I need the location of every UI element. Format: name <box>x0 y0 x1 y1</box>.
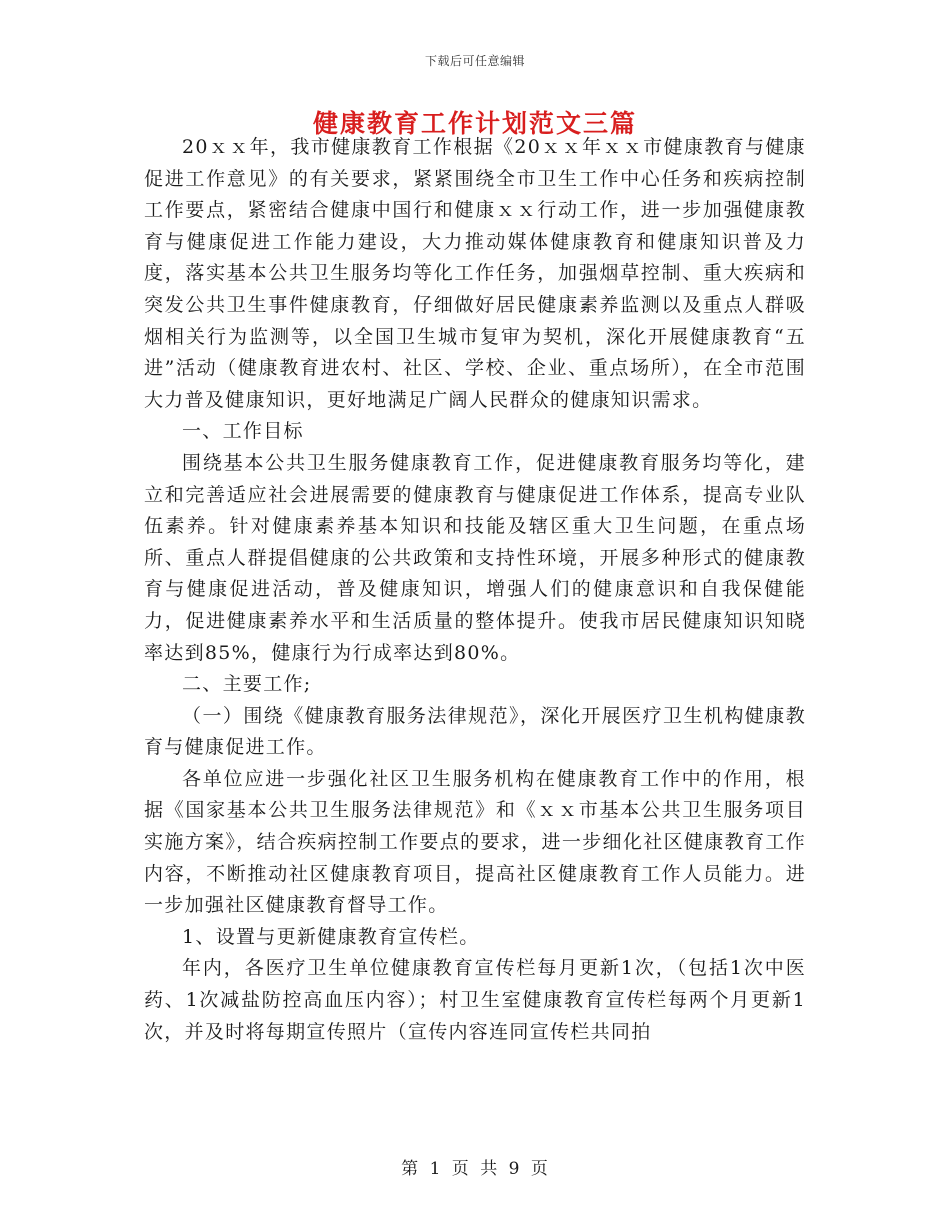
document-body <box>144 132 806 1048</box>
subsection-heading-1: （一）围绕《健康教育服务法律规范》，深化开展医疗卫生机构健康教育与健康促进工作。 <box>144 704 806 759</box>
bulletin-board-paragraph: 年内，各医疗卫生单位健康教育宣传栏每月更新1次，（包括1次中医药、1次减盐防控高血压内容）；村卫生室健康教育宣传栏每两个月更新1次，并及时将每期宣传照片（宣传内容连同宣传栏共同拍 <box>144 957 806 1043</box>
header-note: 下载后可任意编辑 <box>424 54 525 68</box>
goals-paragraph: 围绕基本公共卫生服务健康教育工作，促进健康教育服务均等化，建立和完善适应社会进展需要的健康教育与健康促进工作体系，提高专业队伍素养。针对健康素养基本知识和技能及辖区重大卫生问题，在重点场所、重点人群提倡健康的公共政策和支持性环境，开展多种形式的健康教育与健康促进活动，普及健康知识，增强人们的健康意识和自我保健能力，促进健康素养水平和生活质量的整体提升。使我市居民健康知识知晓率达到85%，健康行为行成率达到80%。 <box>144 451 806 664</box>
community-work-paragraph: 各单位应进一步强化社区卫生服务机构在健康教育工作中的作用，根据《国家基本公共卫生服务法律规范》和《ｘｘ市基本公共卫生服务项目实施方案》，结合疾病控制工作要点的要求，进一步细化社区健康教育工作内容，不断推动社区健康教育项目，提高社区健康教育工作人员能力。进一步加强社区健康教育督导工作。 <box>144 767 806 917</box>
intro-paragraph: 20ｘｘ年，我市健康教育工作根据《20ｘｘ年ｘｘ市健康教育与健康促进工作意见》的有关要求，紧紧围绕全市卫生工作中心任务和疾病控制工作要点，紧密结合健康中国行和健康ｘｘ行动工作，进一步加强健康教育与健康促进工作能力建设，大力推动媒体健康教育和健康知识普及力度，落实基本公共卫生服务均等化工作任务，加强烟草控制、重大疾病和突发公共卫生事件健康教育，仔细做好居民健康素养监测以及重点人群吸烟相关行为监测等，以全国卫生城市复审为契机，深化开展健康教育“五进”活动（健康教育进农村、社区、学校、企业、重点场所），在全市范围大力普及健康知识，更好地满足广阔人民群众的健康知识需求。 <box>144 136 806 411</box>
page-number: 第 1 页 共 9 页 <box>401 1159 549 1179</box>
document-title: 健康教育工作计划范文三篇 <box>312 109 637 138</box>
section-heading-main-work: 二、主要工作; <box>182 673 312 696</box>
section-heading-goals: 一、工作目标 <box>182 420 304 443</box>
item-heading-bulletin-board: 1、设置与更新健康教育宣传栏。 <box>182 925 480 948</box>
